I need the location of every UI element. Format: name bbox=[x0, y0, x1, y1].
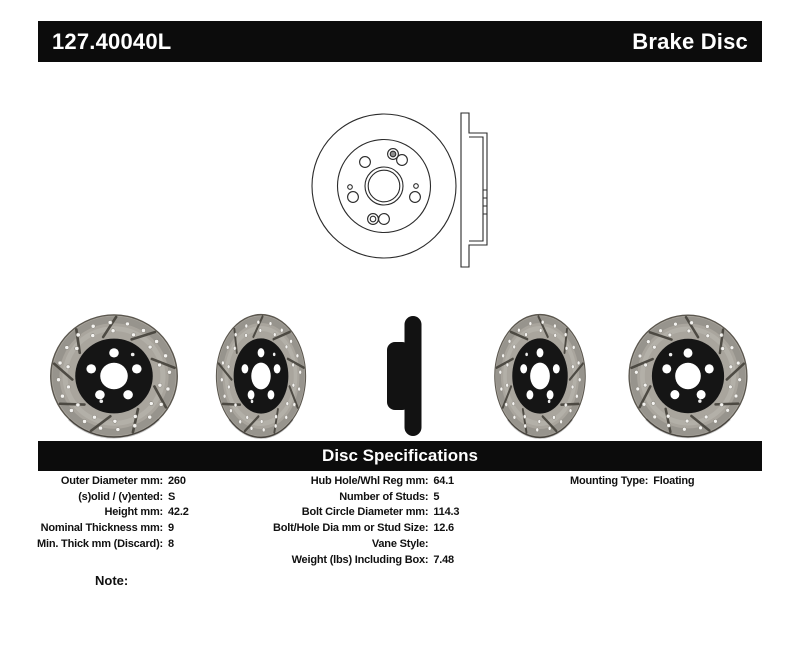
spec-label: Mounting Type: bbox=[570, 475, 649, 487]
spec-value: Floating bbox=[653, 475, 695, 487]
spec-label: Bolt Circle Diameter mm: bbox=[301, 506, 429, 519]
spec-label: Nominal Thickness mm: bbox=[40, 522, 163, 535]
spec-label: (s)olid / (v)ented: bbox=[78, 490, 163, 503]
spec-label: Min. Thick mm (Discard): bbox=[37, 537, 163, 550]
rotor-front-left-photo bbox=[51, 315, 177, 437]
note-label: Note: bbox=[95, 573, 129, 588]
spec-label: Bolt/Hole Dia mm or Stud Size: bbox=[273, 522, 429, 535]
product-type-title: Brake Disc bbox=[632, 28, 748, 54]
spec-banner bbox=[38, 441, 762, 471]
spec-value: S bbox=[168, 490, 176, 503]
spec-label: Hub Hole/Whl Reg mm: bbox=[310, 475, 429, 487]
spec-value: 114.3 bbox=[433, 506, 460, 519]
spec-label: Vane Style: bbox=[371, 537, 429, 550]
spec-label: Weight (lbs) Including Box: bbox=[291, 553, 429, 566]
spec-value: 260 bbox=[168, 475, 186, 487]
header-bar bbox=[38, 21, 762, 62]
spec-label: Outer Diameter mm: bbox=[60, 475, 163, 487]
spec-value: 42.2 bbox=[168, 506, 189, 519]
spec-value: 8 bbox=[168, 537, 174, 550]
spec-value: 64.1 bbox=[433, 475, 454, 487]
spec-banner-title: Disc Specifications bbox=[322, 446, 478, 465]
spec-value: 7.48 bbox=[433, 553, 454, 566]
rotor-angled-right-photo bbox=[495, 315, 586, 438]
spec-column-middle bbox=[273, 474, 459, 568]
spec-value bbox=[433, 537, 459, 553]
technical-drawing bbox=[295, 100, 505, 285]
brake-disc-front-line-drawing bbox=[312, 114, 456, 258]
spec-label: Height mm: bbox=[104, 506, 163, 519]
rotor-angled-left-photo bbox=[216, 315, 305, 438]
rotor-photo-row bbox=[0, 296, 800, 448]
spec-value: 5 bbox=[433, 490, 440, 503]
rotor-front-right-photo bbox=[629, 315, 747, 437]
part-number: 127.40040L bbox=[52, 28, 172, 54]
rotor-side-profile-photo bbox=[387, 316, 422, 436]
spec-column-left bbox=[37, 474, 189, 553]
spec-value: 9 bbox=[168, 522, 174, 535]
spec-column-right bbox=[570, 474, 694, 490]
spec-label: Number of Studs: bbox=[339, 490, 429, 503]
brake-disc-cross-section-line-drawing bbox=[461, 113, 487, 267]
spec-value: 12.6 bbox=[433, 522, 454, 535]
